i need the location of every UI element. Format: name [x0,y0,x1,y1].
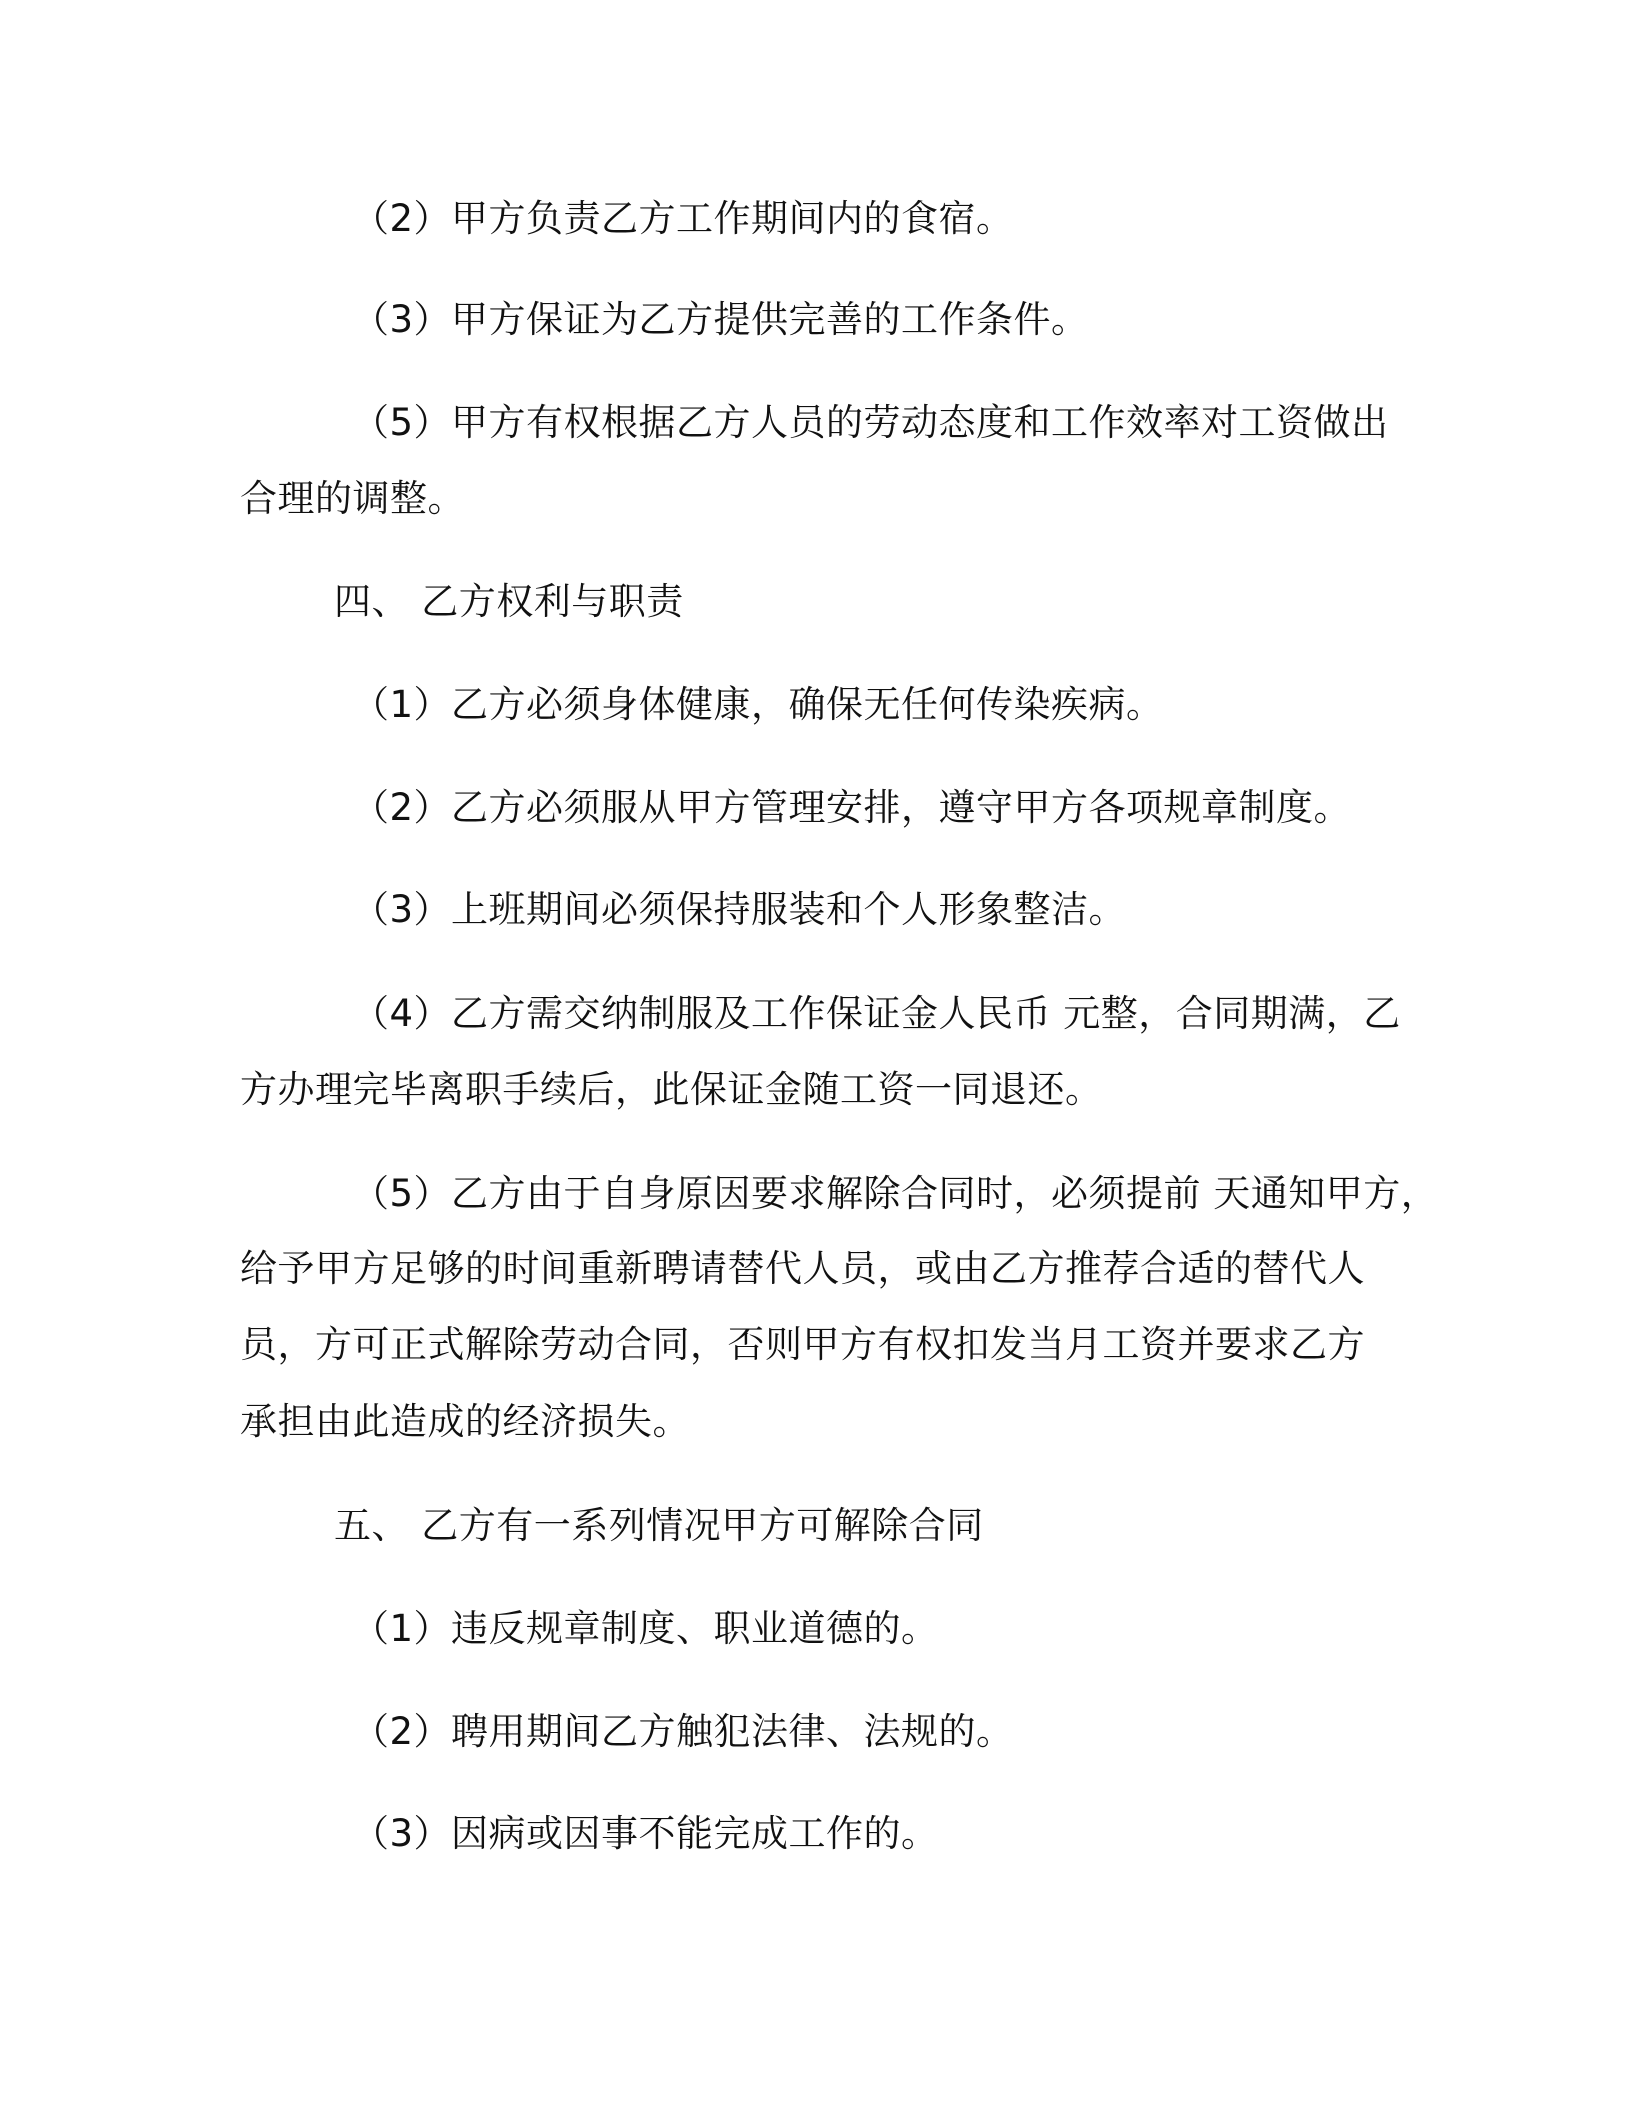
clause-b5-continuation-1: 给予甲方足够的时间重新聘请替代人员，或由乙方推荐合适的替代人 [240,1247,1365,1290]
clause-c2-law-breach: （2）聘用期间乙方触犯法律、法规的。 [352,1710,1014,1753]
clause-b5-continuation-2: 员，方可正式解除劳动合同，否则甲方有权扣发当月工资并要求乙方 [240,1323,1365,1366]
clause-b1-health: （1）乙方必须身体健康，确保无任何传染疾病。 [352,683,1164,726]
clause-c1-violation: （1）违反规章制度、职业道德的。 [352,1607,939,1650]
clause-b5-continuation-3: 承担由此造成的经济损失。 [240,1400,690,1443]
clause-a5-salary-adjustment: （5）甲方有权根据乙方人员的劳动态度和工作效率对工资做出 [352,401,1389,444]
clause-b4-continuation: 方办理完毕离职手续后，此保证金随工资一同退还。 [240,1068,1103,1111]
clause-c3-unable-to-work: （3）因病或因事不能完成工作的。 [352,1812,939,1855]
section-heading-five: 五、 乙方有一系列情况甲方可解除合同 [334,1504,984,1547]
clause-a5-continuation: 合理的调整。 [240,477,465,520]
clause-a3-work-conditions: （3）甲方保证为乙方提供完善的工作条件。 [352,298,1089,341]
clause-b5-resignation: （5）乙方由于自身原因要求解除合同时，必须提前 天通知甲方， [352,1172,1439,1215]
clause-a2-food-lodging: （2）甲方负责乙方工作期间内的食宿。 [352,197,1014,240]
clause-b3-appearance: （3）上班期间必须保持服装和个人形象整洁。 [352,888,1127,931]
section-heading-four: 四、 乙方权利与职责 [334,580,684,623]
clause-b4-deposit: （4）乙方需交纳制服及工作保证金人民币 元整，合同期满，乙 [352,992,1401,1035]
clause-b2-obey-management: （2）乙方必须服从甲方管理安排，遵守甲方各项规章制度。 [352,786,1352,829]
